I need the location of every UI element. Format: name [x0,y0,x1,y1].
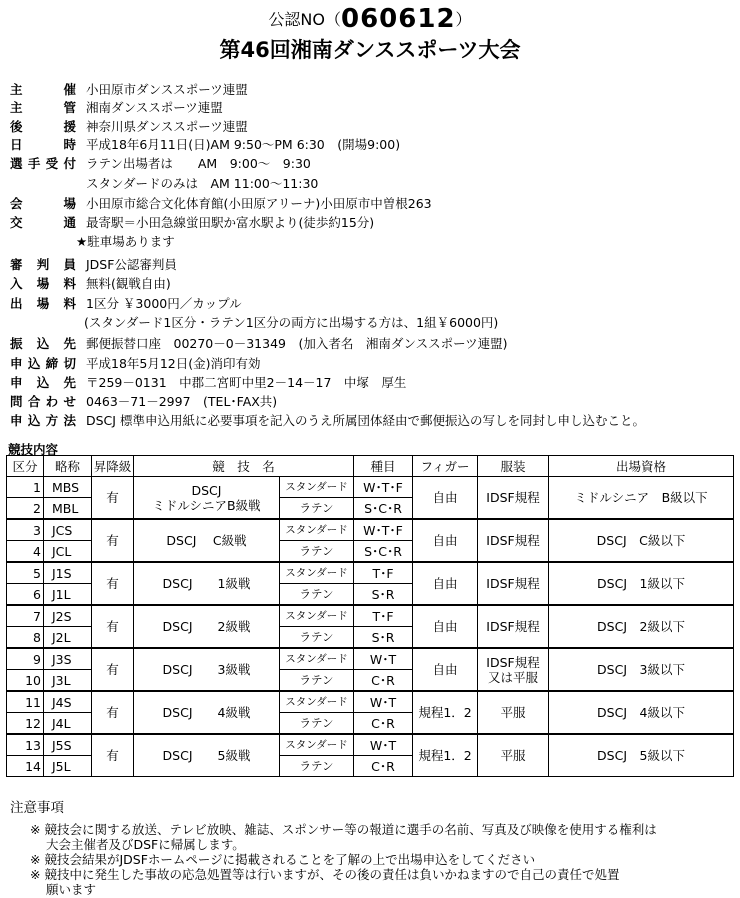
event-name-line: DSCJ C級戦 [166,533,247,548]
header-abbreviation: 略称 [44,456,92,477]
event-name-line: DSCJ [191,482,222,498]
header-dances: 種目 [354,456,413,477]
event-abbreviation: J4S [44,691,92,713]
promotion-cell: 有 [92,477,134,520]
style-cell: スタンダード [280,519,354,541]
division-number: 12 [7,713,44,735]
event-abbreviation: JCL [44,541,92,563]
note-item-continued: 大会主催者及びDSFに帰属します。 [46,837,245,852]
promotion-cell: 有 [92,648,134,691]
note-item: ※ 競技会結果がJDSFホームページに掲載されることを了解の上で出場申込をしてください [30,852,536,867]
info-value: 0463－71－2997 (TEL･FAX共) [86,394,278,409]
info-label: 主管 [10,100,76,115]
division-number: 7 [7,605,44,627]
info-value: 〒259－0131 中郡二宮町中里2－14－17 中塚 厚生 [86,375,407,390]
dress-line: IDSF規程 [486,654,540,670]
event-title: 第46回湘南ダンススポーツ大会 [219,38,521,62]
division-number: 3 [7,519,44,541]
info-label: 審判員 [10,257,76,272]
dress-cell [478,691,549,734]
figure-cell: 規程1．2 [413,734,478,777]
dress-line: IDSF規程 [486,619,540,634]
division-number: 8 [7,627,44,649]
approval-prefix: 公認NO（ [268,10,341,29]
dances-cell: C･R [354,756,413,777]
note-item-continued: 願います [46,882,97,897]
info-contact [10,392,277,412]
figure-cell: 自由 [413,605,478,648]
event-abbreviation: J1S [44,562,92,584]
style-cell: ラテン [280,670,354,692]
division-number: 4 [7,541,44,563]
info-method [10,411,645,431]
info-manager [10,98,223,118]
header-event-name: 競 技 名 [134,456,354,477]
note-item: ※ 競技中に発生した事故の応急処置等は行いますが、その後の責任は負いかねますので自己の責任で処置 [30,867,620,882]
table-row [7,734,734,756]
dances-cell: W･T･F [354,477,413,498]
header-figure: フィガー [413,456,478,477]
division-number: 11 [7,691,44,713]
promotion-cell: 有 [92,562,134,605]
dress-line: 平服 [500,705,526,720]
info-label: 選手受付 [10,156,76,171]
header-dress: 服装 [478,456,549,477]
event-abbreviation: J5S [44,734,92,756]
events-title: 競技内容 [8,442,59,457]
info-value: 1区分 ￥3000円／カップル [86,296,242,311]
table-row [7,477,734,498]
info-label: 主催 [10,82,76,97]
qualification-cell: ミドルシニア B級以下 [549,477,734,520]
qualification-cell: DSCJ 4級以下 [549,691,734,734]
event-name [134,519,280,562]
header-promotion: 昇降級 [92,456,134,477]
dances-cell: S･C･R [354,541,413,563]
info-reception-standard: スタンダードのみは AM 11:00～11:30 [86,176,319,191]
dress-cell [478,477,549,520]
info-label: 問合わせ [10,394,76,409]
event-name [134,691,280,734]
approval-suffix: ） [455,10,472,29]
info-value: 湘南ダンススポーツ連盟 [86,100,223,115]
info-value: DSCJ 標準申込用紙に必要事項を記入のうえ所属団体経由で郵便振込の写しを同封し申し込むこと。 [86,413,645,428]
figure-cell: 自由 [413,562,478,605]
figure-cell: 自由 [413,477,478,520]
dances-cell: W･T [354,734,413,756]
division-number: 5 [7,562,44,584]
info-label: 出場料 [10,296,76,311]
dances-cell: C･R [354,713,413,735]
style-cell: ラテン [280,627,354,649]
qualification-cell: DSCJ 2級以下 [549,605,734,648]
promotion-cell: 有 [92,605,134,648]
event-name [134,648,280,691]
style-cell: ラテン [280,713,354,735]
info-label: 申込締切 [10,356,76,371]
info-label: 振込先 [10,336,76,351]
events-body [7,477,734,777]
division-number: 6 [7,584,44,606]
promotion-cell: 有 [92,519,134,562]
dances-cell: S･R [354,627,413,649]
style-cell: スタンダード [280,562,354,584]
style-cell: スタンダード [280,605,354,627]
info-transfer [10,334,508,354]
event-name-line: DSCJ 2級戦 [162,619,251,634]
info-value: 平成18年6月11日(日)AM 9:50～PM 6:30 (開場9:00) [86,137,401,152]
table-row [7,648,734,670]
division-number: 9 [7,648,44,670]
event-abbreviation: J3S [44,648,92,670]
dances-cell: W･T [354,648,413,670]
dances-cell: T･F [354,562,413,584]
dress-cell [478,648,549,691]
info-label: 日時 [10,137,76,152]
info-value: 平成18年5月12日(金)消印有効 [86,356,261,371]
table-row [7,562,734,584]
info-venue [10,194,432,214]
info-reception [10,154,311,174]
event-abbreviation: J3L [44,670,92,692]
figure-cell: 規程1．2 [413,691,478,734]
info-parking: ★駐車場あります [76,234,175,249]
event-abbreviation: J1L [44,584,92,606]
info-access [10,213,374,233]
header-division: 区分 [7,456,44,477]
event-abbreviation: MBL [44,498,92,520]
event-name-line: DSCJ 1級戦 [162,576,251,591]
dress-cell [478,562,549,605]
promotion-cell: 有 [92,691,134,734]
events-table [6,455,734,777]
info-label: 申込先 [10,375,76,390]
info-admission [10,274,171,294]
info-label: 入場料 [10,276,76,291]
dress-line: 又は平服 [488,669,539,685]
qualification-cell: DSCJ 1級以下 [549,562,734,605]
division-number: 13 [7,734,44,756]
info-value: 最寄駅＝小田急線蛍田駅か富水駅より(徒歩約15分) [86,215,375,230]
event-name [134,477,280,520]
info-entry-fee [10,294,242,314]
division-number: 14 [7,756,44,777]
dress-line: IDSF規程 [486,576,540,591]
table-row [7,605,734,627]
event-abbreviation: JCS [44,519,92,541]
dances-cell: W･T [354,691,413,713]
qualification-cell: DSCJ 3級以下 [549,648,734,691]
info-label: 後援 [10,119,76,134]
info-label: 申込方法 [10,413,76,428]
info-value: 小田原市ダンススポーツ連盟 [86,82,248,97]
event-abbreviation: J2S [44,605,92,627]
info-judges [10,255,177,275]
event-name-line: DSCJ 5級戦 [162,748,251,763]
event-name-line: DSCJ 4級戦 [162,705,251,720]
dances-cell: S･R [354,584,413,606]
info-deadline [10,354,261,374]
event-abbreviation: J2L [44,627,92,649]
approval-number: 060612 [341,4,456,34]
figure-cell: 自由 [413,519,478,562]
info-datetime [10,135,400,155]
event-name-line: ミドルシニアB級戦 [152,497,261,513]
event-name-line: DSCJ 3級戦 [162,662,251,677]
style-cell: ラテン [280,498,354,520]
event-name [134,562,280,605]
dress-line: IDSF規程 [486,490,540,505]
division-number: 10 [7,670,44,692]
style-cell: ラテン [280,584,354,606]
dances-cell: C･R [354,670,413,692]
dances-cell: W･T･F [354,519,413,541]
dances-cell: T･F [354,605,413,627]
info-label: 会場 [10,196,76,211]
division-number: 1 [7,477,44,498]
style-cell: ラテン [280,541,354,563]
info-entry-fee-note: (スタンダード1区分・ラテン1区分の両方に出場する方は、1組￥6000円) [84,315,499,330]
dances-cell: S･C･R [354,498,413,520]
header-qualification: 出場資格 [549,456,734,477]
note-item: ※ 競技会に関する放送、テレビ放映、雑誌、スポンサー等の報道に選手の名前、写真及び映像を使用する権利は [30,822,657,837]
info-value: 小田原市総合文化体育館(小田原アリーナ)小田原市中曽根263 [86,196,432,211]
dress-line: IDSF規程 [486,533,540,548]
qualification-cell: DSCJ 5級以下 [549,734,734,777]
info-value: 神奈川県ダンススポーツ連盟 [86,119,248,134]
event-abbreviation: J5L [44,756,92,777]
info-value: JDSF公認審判員 [86,257,177,272]
style-cell: スタンダード [280,477,354,498]
dress-cell [478,734,549,777]
notes-title: 注意事項 [10,800,64,816]
qualification-cell: DSCJ C級以下 [549,519,734,562]
promotion-cell: 有 [92,734,134,777]
info-value: 無料(観戦自由) [86,276,171,291]
style-cell: スタンダード [280,648,354,670]
info-value: ラテン出場者は AM 9:00～ 9:30 [86,156,311,171]
info-supporter [10,117,248,137]
style-cell: スタンダード [280,691,354,713]
division-number: 2 [7,498,44,520]
event-name [134,734,280,777]
approval-number-line [0,4,740,34]
style-cell: ラテン [280,756,354,777]
dress-line: 平服 [500,748,526,763]
info-organizer [10,80,248,100]
figure-cell: 自由 [413,648,478,691]
dress-cell [478,605,549,648]
table-row [7,691,734,713]
style-cell: スタンダード [280,734,354,756]
info-label: 交通 [10,215,76,230]
event-abbreviation: MBS [44,477,92,498]
info-apply-to [10,373,406,393]
event-name [134,605,280,648]
events-header-row [7,456,734,477]
dress-cell [478,519,549,562]
table-row [7,519,734,541]
info-value: 郵便振替口座 00270－0－31349 (加入者名 湘南ダンススポーツ連盟) [86,336,508,351]
event-abbreviation: J4L [44,713,92,735]
